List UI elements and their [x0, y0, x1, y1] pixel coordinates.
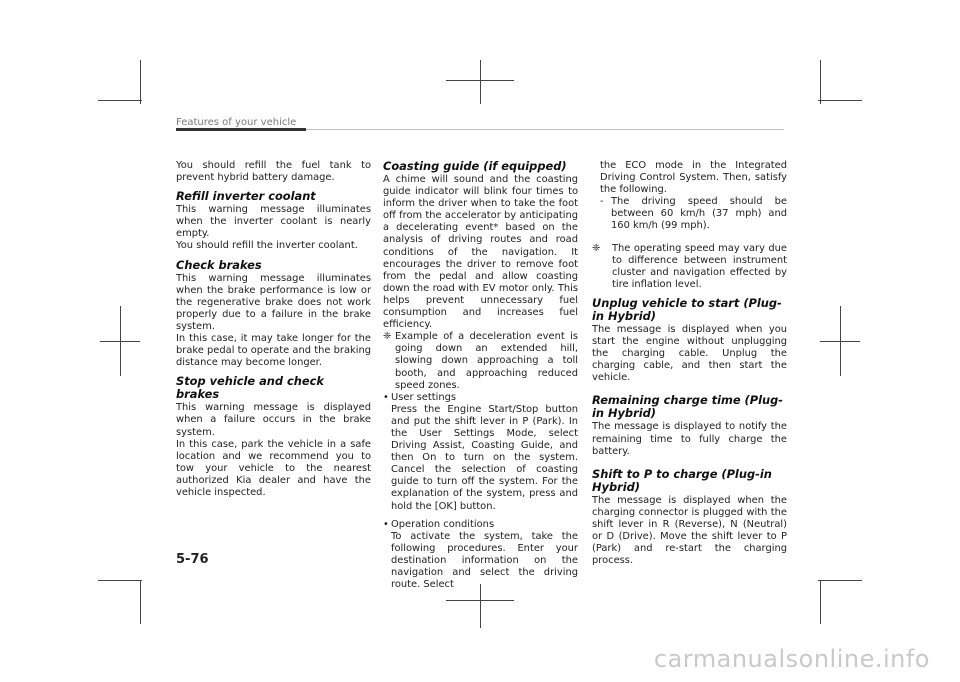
- note-symbol-icon: ❈: [383, 331, 392, 343]
- paragraph: This warning message is displayed when a failure occurs in the brake system.: [176, 402, 371, 438]
- bullet-item: [383, 519, 578, 592]
- note: [383, 331, 578, 391]
- crop-mark: [820, 580, 821, 624]
- paragraph: The message is displayed when the charging connector is plugged with the shift lever in R (Reverse), N (Neutral) or D (Drive). Move the shift lever to P (Park) and re-start the charging process.: [592, 494, 787, 567]
- dash-icon: -: [600, 196, 604, 208]
- remaining-charge-time-heading: Remaining charge time (Plug-in Hybrid): [592, 393, 783, 421]
- paragraph: In this case, park the vehicle in a safe location and we recommend you to tow your vehicle to the nearest authorized Kia dealer and have the vehicle inspected.: [176, 438, 371, 498]
- bullet-title: User settings: [391, 391, 457, 403]
- bullet-icon: •: [383, 391, 389, 403]
- column-2: [383, 160, 578, 591]
- header-bar: [176, 128, 306, 131]
- dash-text: The driving speed should be between 60 km/h (37 mph) and 160 km/h (99 mph).: [611, 196, 787, 232]
- bullet-text: To activate the system, take the following procedures. Enter your destination information on the navigation and select the driving route. Select: [391, 530, 578, 591]
- continued-text: the ECO mode in the Integrated Driving Control System. Then, satisfy the following.: [600, 160, 787, 196]
- paragraph: The message is displayed when you start the engine without unplugging the charging cable. Unplug the charging cable, and then start the vehicle.: [592, 323, 787, 384]
- bullet-icon: •: [383, 518, 389, 530]
- paragraph: A chime will sound and the coasting guide indicator will blink four times to inform the driver when to take the foot off from the accelerator by anticipating a decelerating event* based on the analysis of driving routes and road conditions of the navigation. It encourages the driver to remove foot from the pedal and allow coasting down the road with EV motor only. This helps prevent unnecessary fuel consumption and increases fuel efficiency.: [383, 174, 578, 331]
- bullet-text: Press the Engine Start/Stop button and put the shift lever in P (Park). In the User Settings Mode, select Driving Assist, Coasting Guide, and then On to turn on the system. Cancel the selection of coasting guide to turn off the system. For the explanation of the system, press and hold the [OK] button.: [391, 403, 578, 512]
- paragraph: This warning message illuminates when the brake performance is low or the regenerative brake does not work properly due to a failure in the brake system.: [176, 272, 371, 332]
- crop-mark: [98, 100, 142, 101]
- header-rule: [306, 129, 784, 130]
- crop-mark: [100, 341, 140, 342]
- note-text: The operating speed may vary due to difference between instrument cluster and navigation effected by tire inflation level.: [612, 242, 787, 290]
- column-1: [176, 160, 371, 499]
- check-brakes-heading: Check brakes: [176, 257, 262, 272]
- crop-mark: [820, 341, 860, 342]
- crop-mark: [480, 60, 481, 104]
- section-header: Features of your vehicle: [176, 117, 297, 128]
- crop-mark: [818, 580, 862, 581]
- stop-vehicle-heading: Stop vehicle and check brakes: [176, 374, 324, 402]
- coasting-guide-heading: Coasting guide (if equipped): [383, 159, 567, 173]
- paragraph: You should refill the inverter coolant.: [176, 240, 358, 252]
- crop-mark: [446, 80, 514, 81]
- unplug-vehicle-heading: Unplug vehicle to start (Plug-in Hybrid): [592, 295, 782, 323]
- bullet-item: [383, 392, 578, 513]
- bullet-title: Operation conditions: [391, 518, 495, 530]
- watermark: carmanualsonline.info: [653, 645, 930, 673]
- dash-item: [600, 196, 787, 232]
- paragraph: In this case, it may take longer for the brake pedal to operate and the braking distance may become longer.: [176, 333, 371, 369]
- shift-to-p-heading: Shift to P to charge (Plug-in Hybrid): [592, 466, 772, 494]
- paragraph: The message is displayed to notify the remaining time to fully charge the battery.: [592, 421, 787, 457]
- crop-mark: [140, 60, 141, 104]
- crop-mark: [98, 580, 142, 581]
- note: [592, 243, 787, 291]
- note-text: Example of a deceleration event is going down an extended hill, slowing down approaching a toll booth, and approaching reduced speed zones.: [395, 331, 578, 391]
- crop-mark: [820, 60, 821, 104]
- intro-text: You should refill the fuel tank to prevent hybrid battery damage.: [176, 160, 371, 184]
- paragraph: This warning message illuminates when the inverter coolant is nearly empty.: [176, 204, 371, 240]
- crop-mark: [818, 100, 862, 101]
- column-3: [592, 160, 787, 567]
- page-number: 5-76: [176, 552, 209, 567]
- crop-mark: [140, 580, 141, 624]
- note-symbol-icon: ❈: [592, 242, 601, 254]
- refill-inverter-coolant-heading: Refill inverter coolant: [176, 189, 316, 204]
